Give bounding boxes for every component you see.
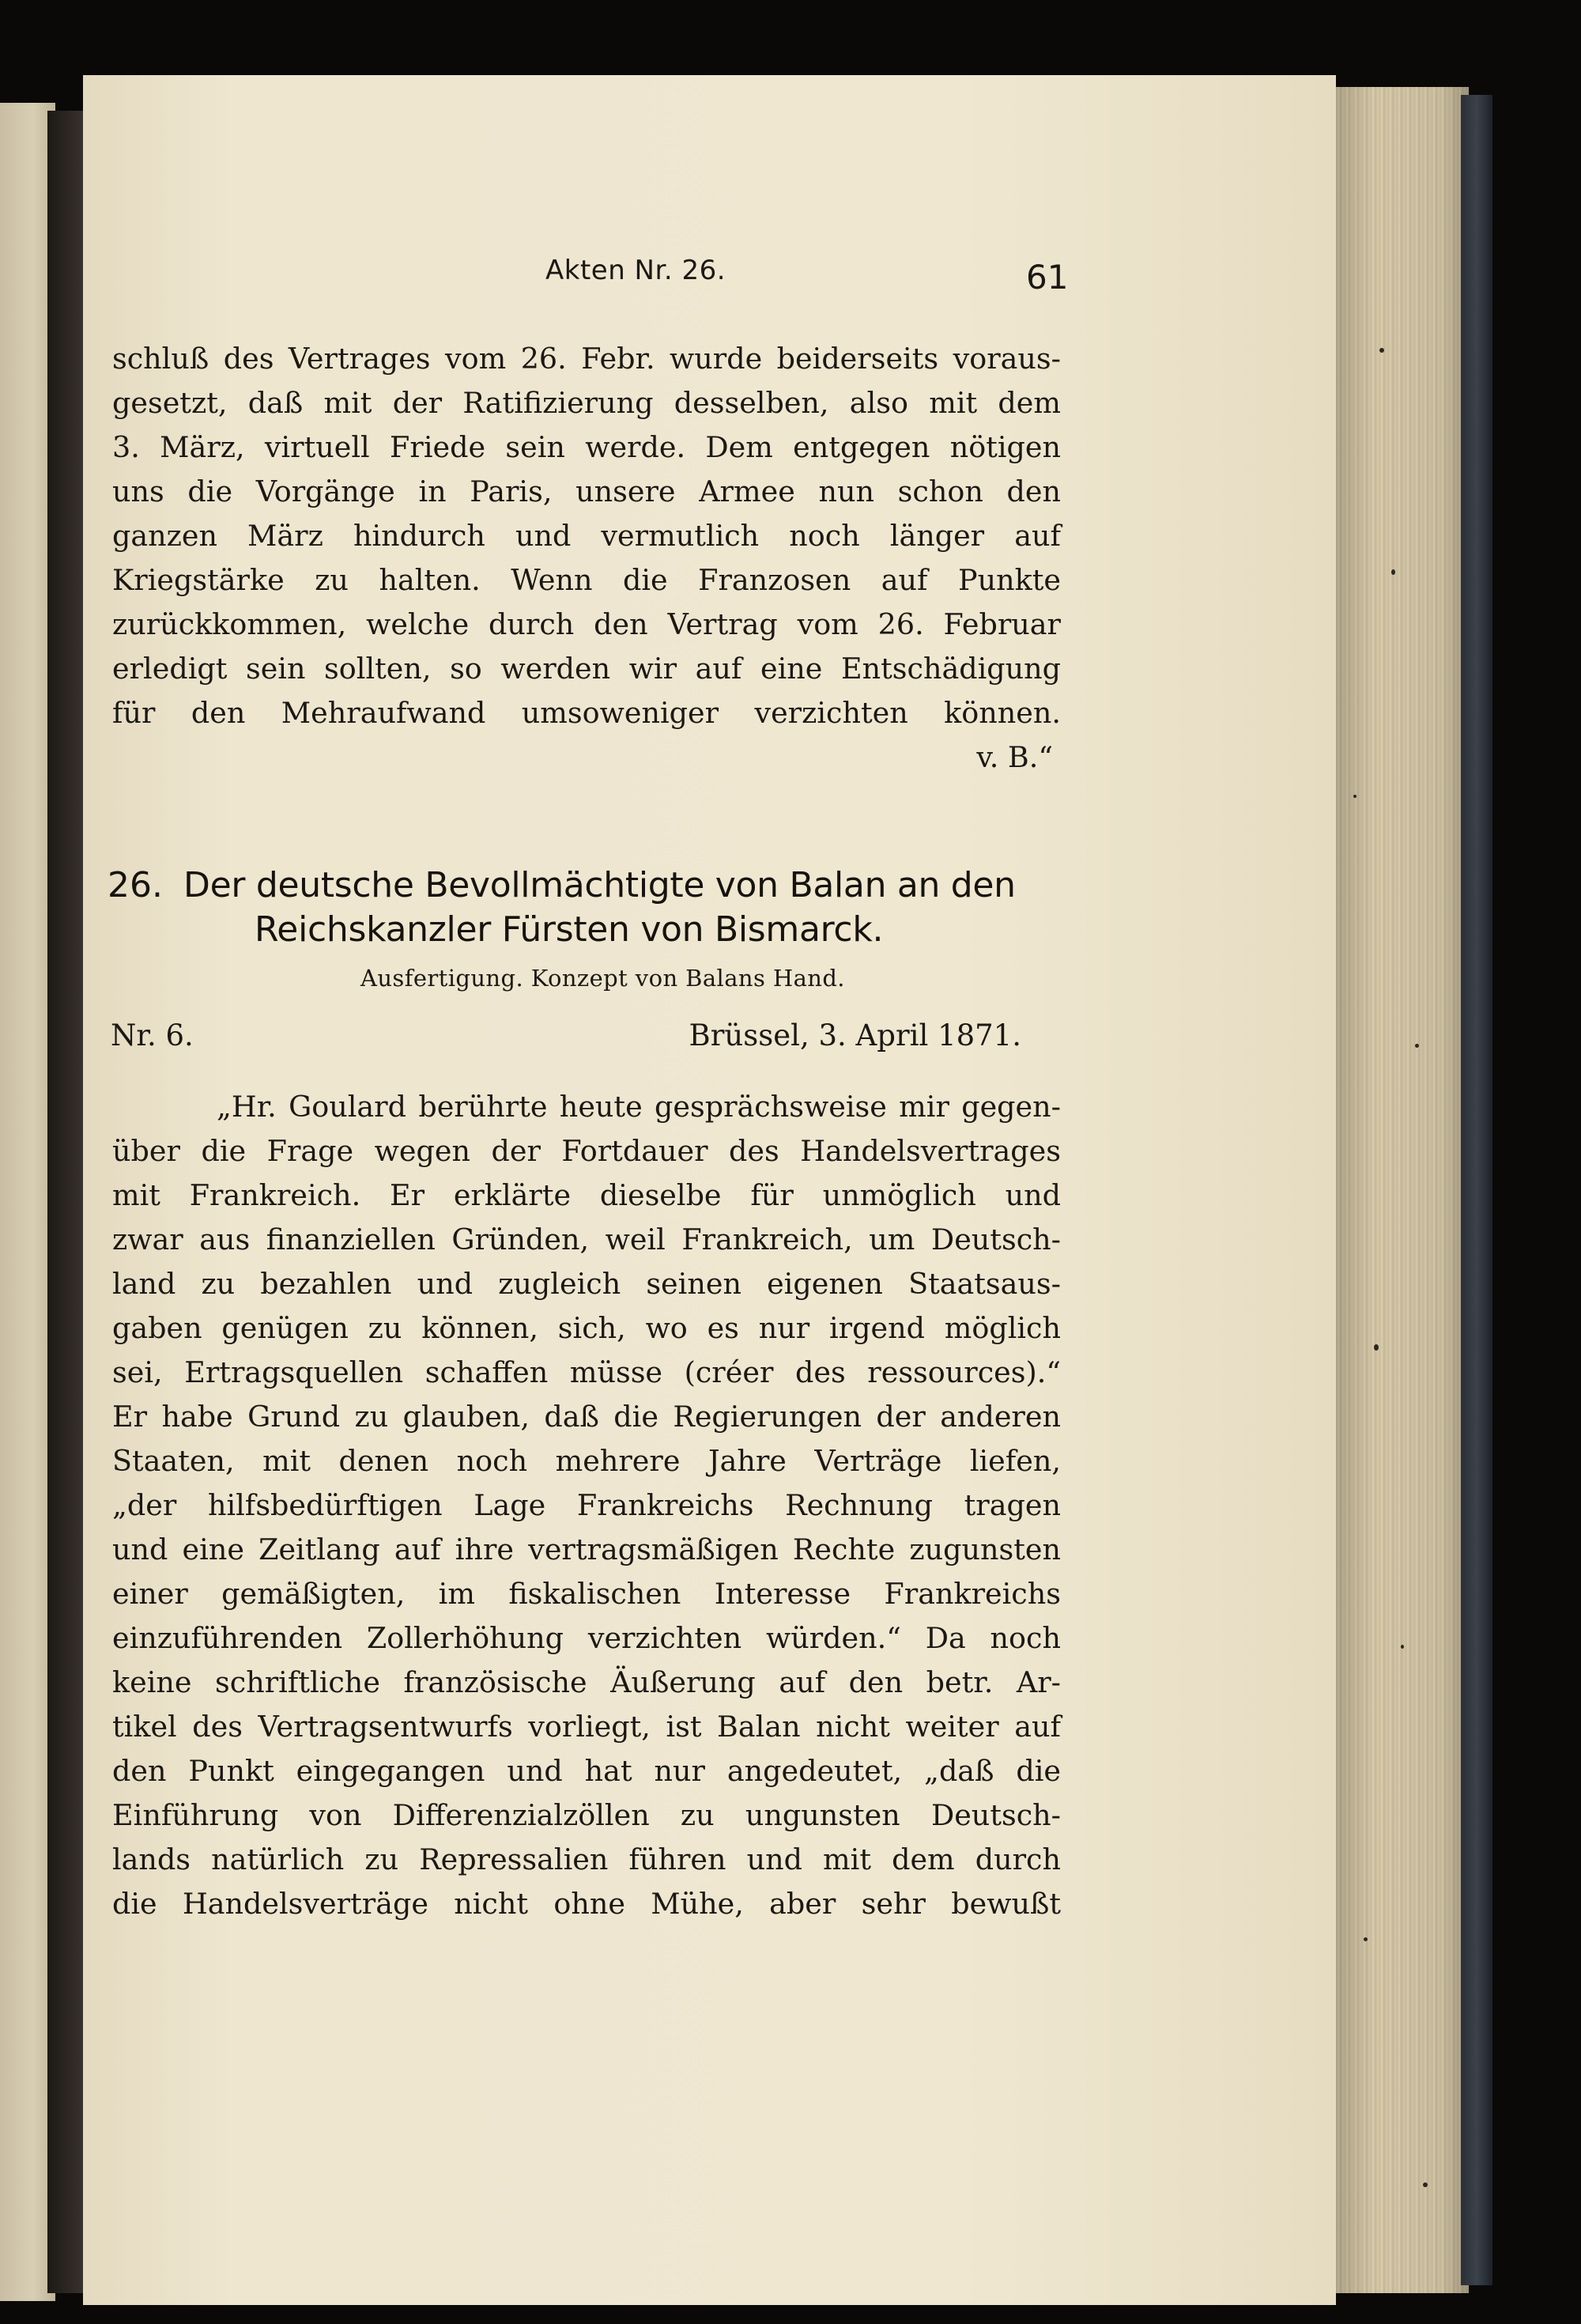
text-line: sei, Ertragsquellen schaffen müsse (créer des ressources).“ — [112, 1355, 1061, 1389]
running-head: Akten Nr. 26. — [545, 255, 726, 286]
signature: v. B.“ — [976, 740, 1053, 774]
text-line: keine schriftliche französische Äußerung auf den betr. Ar- — [112, 1665, 1061, 1699]
text-line: ganzen März hindurch und vermutlich noch länger auf — [112, 519, 1061, 553]
text-line: Kriegstärke zu halten. Wenn die Franzosen auf Punkte — [112, 563, 1061, 597]
text-line: einzuführenden Zollerhöhung verzichten würden.“ Da noch — [112, 1621, 1061, 1655]
book-cover-edge — [1461, 95, 1492, 2285]
ink-speck — [1374, 1344, 1379, 1351]
page-number: 61 — [1026, 258, 1069, 297]
document-heading — [108, 862, 1080, 950]
text-line: und eine Zeitlang auf ihre vertragsmäßigen Rechte zugunsten — [112, 1532, 1061, 1566]
ink-speck — [1364, 1937, 1368, 1941]
text-line: erledigt sein sollten, so werden wir auf eine Entschädigung — [112, 652, 1061, 686]
ink-speck — [1379, 348, 1384, 353]
text-line: über die Frage wegen der Fortdauer des Handelsvertrages — [112, 1134, 1061, 1168]
text-line: den Punkt eingegangen und hat nur angedeutet, „daß die — [112, 1754, 1061, 1788]
text-line: gaben genügen zu können, sich, wo es nur irgend möglich — [112, 1311, 1061, 1345]
document-title-line-2: Reichskanzler Fürsten von Bismarck. — [255, 909, 884, 950]
text-line: land zu bezahlen und zugleich seinen eigenen Staatsaus- — [112, 1267, 1061, 1301]
place-date: Brüssel, 3. April 1871. — [689, 1018, 1021, 1052]
text-line: zurückkommen, welche durch den Vertrag vom 26. Februar — [112, 607, 1061, 641]
ink-speck — [1401, 1645, 1404, 1649]
ink-speck — [1415, 1044, 1419, 1048]
text-line: die Handelsverträge nicht ohne Mühe, aber sehr bewußt — [112, 1887, 1061, 1921]
dispatch-line — [111, 1018, 1021, 1066]
text-line: „Hr. Goulard berührte heute gesprächsweise mir gegen- — [217, 1090, 1061, 1124]
text-line: zwar aus finanziellen Gründen, weil Frankreich, um Deutsch- — [112, 1222, 1061, 1256]
text-line: tikel des Vertragsentwurfs vorliegt, ist Balan nicht weiter auf — [112, 1710, 1061, 1744]
continued-paragraph — [112, 337, 1061, 780]
text-line: Staaten, mit denen noch mehrere Jahre Verträge liefen, — [112, 1444, 1061, 1478]
text-line: 3. März, virtuell Friede sein werde. Dem entgegen nötigen — [112, 430, 1061, 464]
document-number: 26. — [108, 865, 163, 905]
text-line: mit Frankreich. Er erklärte dieselbe für unmöglich und — [112, 1178, 1061, 1212]
text-line: lands natürlich zu Repressalien führen und mit dem durch — [112, 1842, 1061, 1876]
text-line: „der hilfsbedürftigen Lage Frankreichs Rechnung tragen — [112, 1488, 1061, 1522]
book-gutter — [47, 111, 87, 2293]
dispatch-number: Nr. 6. — [111, 1018, 194, 1052]
text-line: gesetzt, daß mit der Ratifizierung desselben, also mit dem — [112, 386, 1061, 420]
text-line: uns die Vorgänge in Paris, unsere Armee nun schon den — [112, 474, 1061, 508]
ink-speck — [1353, 795, 1356, 798]
document-title-line-1: Der deutsche Bevollmächtigte von Balan an den — [183, 865, 1016, 905]
source-note: Ausfertigung. Konzept von Balans Hand. — [360, 965, 845, 992]
page-stack-shadow — [1334, 87, 1469, 2293]
text-line: Einführung von Differenzialzöllen zu ungunsten Deutsch- — [112, 1798, 1061, 1832]
text-line: für den Mehraufwand umsoweniger verzichten können. — [112, 696, 1061, 730]
ink-speck — [1423, 2182, 1428, 2187]
document-body — [112, 1085, 1061, 1926]
text-line: einer gemäßigten, im fiskalischen Interesse Frankreichs — [112, 1577, 1061, 1611]
text-line: Er habe Grund zu glauben, daß die Regierungen der anderen — [112, 1400, 1061, 1434]
ink-speck — [1391, 569, 1395, 575]
text-line: schluß des Vertrages vom 26. Febr. wurde beiderseits voraus- — [112, 342, 1061, 376]
